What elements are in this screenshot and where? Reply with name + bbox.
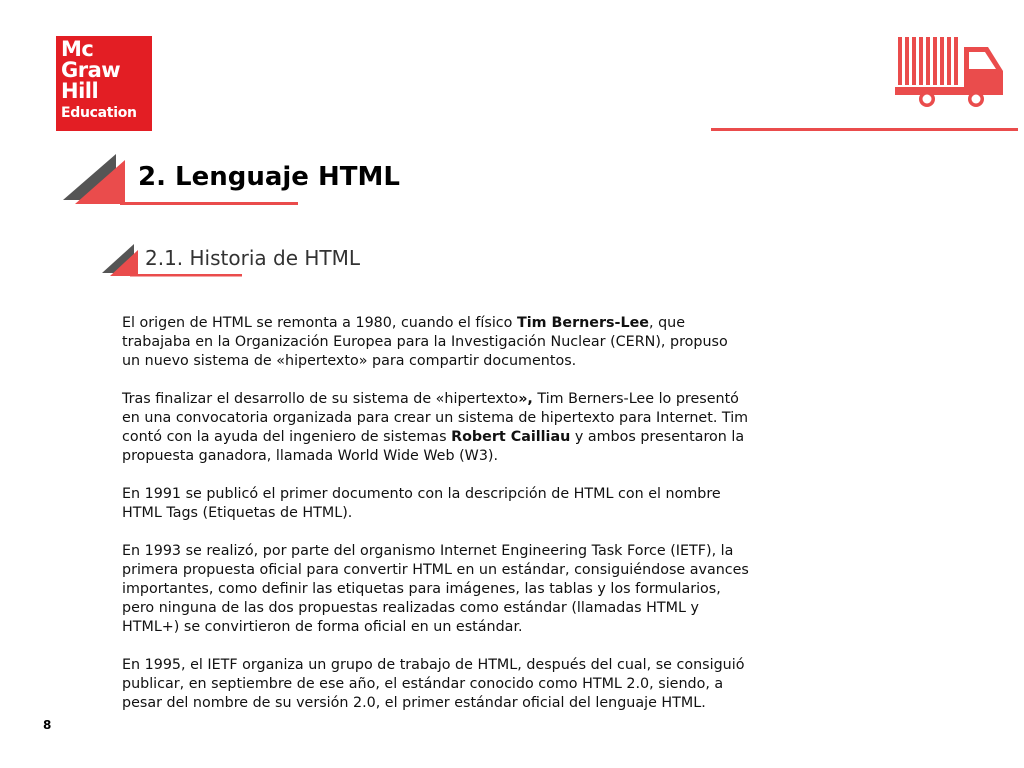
logo-text-education: Education [61,105,137,121]
truck-icon [893,33,1005,113]
text-run: y ambos presentaron la [570,429,745,445]
bold-run: », [518,391,533,407]
paragraph-4 [122,542,822,637]
text-line: En 1991 se publicó el primer documento con la descripción de HTML con el nombre [122,486,721,502]
text-line: En 1995, el IETF organiza un grupo de trabajo de HTML, después del cual, se consiguió [122,657,745,673]
text-line: primera propuesta oficial para convertir HTML en un estándar, consiguiéndose avances [122,562,749,578]
text-line: importantes, como definir las etiquetas para imágenes, las tablas y los formularios, [122,581,721,597]
text-line: en una convocatoria organizada para crear un sistema de hipertexto para Internet. Tim [122,410,749,426]
text-line: En 1993 se realizó, por parte del organismo Internet Engineering Task Force (IETF), la [122,543,734,559]
mcgraw-hill-logo [56,36,152,131]
text-line: pero ninguna de las dos propuestas realizadas como estándar (llamadas HTML y [122,600,699,616]
text-line: HTML Tags (Etiquetas de HTML). [122,505,353,521]
bold-name: Tim Berners-Lee [516,315,649,331]
section-title: 2. Lenguaje HTML [138,162,400,192]
text-run: Tim Berners-Lee lo presentó [532,391,739,407]
text-run: El origen de HTML se remonta a 1980, cuando el físico [122,315,517,331]
subsection-title: 2.1. Historia de HTML [145,246,361,270]
header-rule [711,128,1018,131]
logo-text-graw: Graw [61,58,121,82]
body-text [122,314,822,732]
text-run: , que [649,315,686,331]
text-run: Tras finalizar el desarrollo de su sistema de «hipertexto [122,391,519,407]
paragraph-3 [122,485,822,523]
text-run: contó con la ayuda del ingeniero de sistemas [122,429,452,445]
logo-text-mc: Mc [61,37,94,61]
text-line: HTML+) se convirtieron de forma oficial en un estándar. [122,619,523,635]
text-line: propuesta ganadora, llamada World Wide Web (W3). [122,448,499,464]
text-line: trabajaba en la Organización Europea para la Investigación Nuclear (CERN), propuso [122,334,728,350]
paragraph-1 [122,314,822,371]
text-line: publicar, en septiembre de ese año, el estándar conocido como HTML 2.0, siendo, a [122,676,724,692]
logo-text-hill: Hill [61,79,99,103]
paragraph-5 [122,656,822,713]
text-line: pesar del nombre de su versión 2.0, el primer estándar oficial del lenguaje HTML. [122,695,706,711]
text-line: un nuevo sistema de «hipertexto» para compartir documentos. [122,353,577,369]
paragraph-2 [122,390,822,466]
page-number: 8 [43,718,52,732]
bold-name: Robert Cailliau [451,429,571,445]
